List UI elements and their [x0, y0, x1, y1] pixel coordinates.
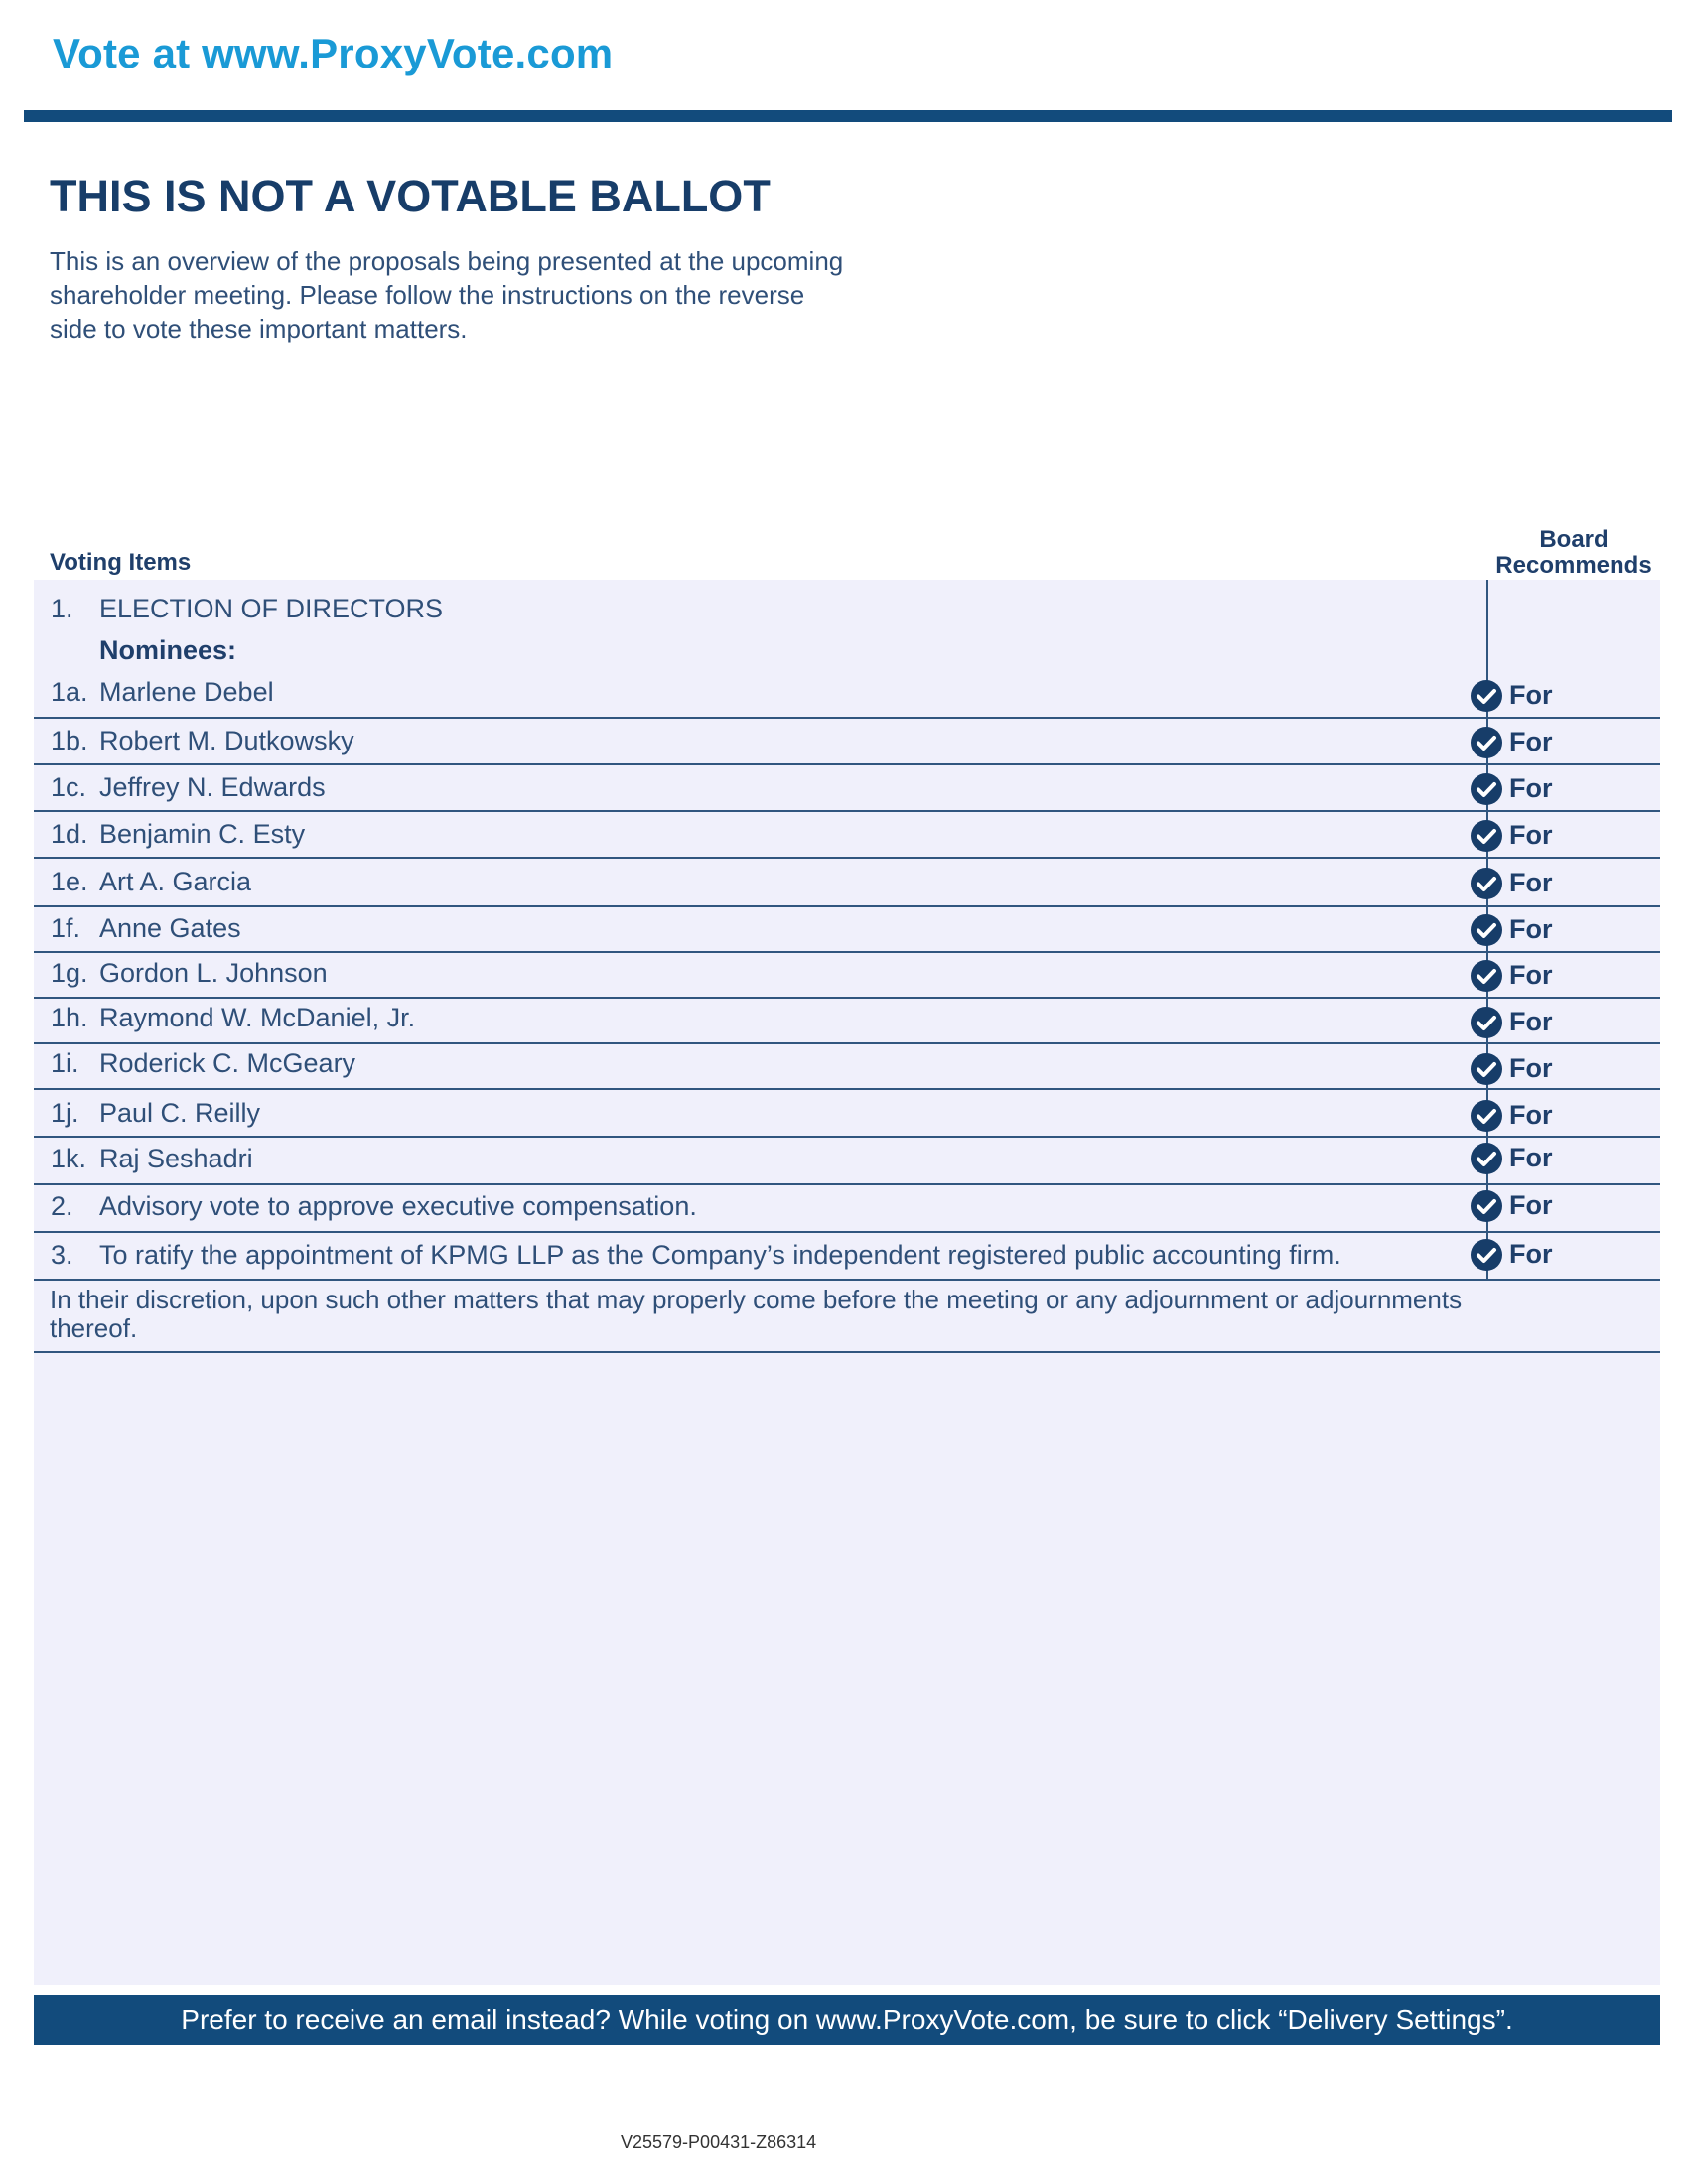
item-label: Benjamin C. Esty — [99, 819, 306, 849]
page-title: THIS IS NOT A VOTABLE BALLOT — [50, 171, 771, 221]
item-number: 1k. — [51, 1144, 87, 1173]
table-row — [34, 953, 1660, 999]
recommendation — [1470, 959, 1628, 993]
item-number: 2. — [51, 1191, 73, 1221]
voting-items-header: Voting Items — [50, 549, 192, 576]
recommendation-label: For — [1509, 960, 1553, 990]
item-number: 1h. — [51, 1003, 88, 1032]
discretion-rule — [34, 1351, 1660, 1353]
recommendation-label: For — [1509, 1100, 1553, 1130]
proxyvote-header-link[interactable]: Vote at www.ProxyVote.com — [53, 30, 614, 76]
table-row — [34, 1044, 1660, 1090]
table-row — [34, 859, 1660, 907]
board-recommends-header: Board Recommends — [1495, 526, 1652, 579]
item-label: Jeffrey N. Edwards — [99, 772, 326, 802]
recommendation-label: For — [1509, 914, 1553, 944]
nominees-label: Nominees: — [99, 635, 237, 665]
item-label: Raymond W. McDaniel, Jr. — [99, 1003, 416, 1032]
control-code: V25579-P00431-Z86314 — [621, 2132, 817, 2152]
delivery-settings-banner: Prefer to receive an email instead? While voting on www.ProxyVote.com, be sure to click “Delivery Settings”. — [34, 1995, 1660, 2045]
recommendation — [1470, 1006, 1628, 1039]
header-rule — [24, 110, 1672, 122]
check-circle-icon — [1470, 867, 1503, 900]
item-label: Gordon L. Johnson — [99, 958, 328, 988]
item-label: Anne Gates — [99, 913, 241, 943]
item-number: 1d. — [51, 819, 88, 849]
recommendation — [1470, 1238, 1628, 1272]
recommendation-label: For — [1509, 1143, 1553, 1172]
item-label: Roderick C. McGeary — [99, 1048, 356, 1078]
item-number: 1g. — [51, 958, 88, 988]
check-circle-icon — [1470, 1099, 1503, 1133]
item-label: Raj Seshadri — [99, 1144, 253, 1173]
item-number: 1e. — [51, 867, 88, 896]
recommendation — [1470, 1189, 1628, 1223]
item-label: Art A. Garcia — [99, 867, 252, 896]
check-circle-icon — [1470, 913, 1503, 947]
table-row — [34, 812, 1660, 859]
check-circle-icon — [1470, 1052, 1503, 1086]
table-row — [34, 1138, 1660, 1185]
table-row — [34, 1090, 1660, 1138]
recommendation — [1470, 1052, 1628, 1086]
table-row — [34, 719, 1660, 765]
recommendation — [1470, 867, 1628, 900]
item-1-label: ELECTION OF DIRECTORS — [99, 594, 444, 623]
table-row — [34, 1185, 1660, 1233]
recommendation-label: For — [1509, 820, 1553, 850]
recommendation-label: For — [1509, 1053, 1553, 1083]
check-circle-icon — [1470, 959, 1503, 993]
recommendation — [1470, 679, 1628, 713]
discretion-text: In their discretion, upon such other matters that may properly come before the meeting or any adjournment or adjournments thereof. — [50, 1285, 1463, 1343]
table-row — [34, 1233, 1660, 1281]
intro-text: This is an overview of the proposals being presented at the upcoming shareholder meeting. Please follow the instructions on the reverse side to vote these important matters. — [50, 246, 844, 343]
check-circle-icon — [1470, 772, 1503, 806]
item-label: Marlene Debel — [99, 677, 274, 707]
recommendation-label: For — [1509, 868, 1553, 897]
item-label: Paul C. Reilly — [99, 1098, 261, 1128]
recommendation-label: For — [1509, 773, 1553, 803]
item-label: Advisory vote to approve executive compensation. — [99, 1191, 697, 1221]
item-number: 1a. — [51, 677, 88, 707]
item-number: 1f. — [51, 913, 81, 943]
check-circle-icon — [1470, 726, 1503, 759]
item-label: To ratify the appointment of KPMG LLP as the Company’s independent registered public accounting firm. — [99, 1240, 1341, 1270]
table-row — [34, 907, 1660, 953]
recommendation — [1470, 913, 1628, 947]
item-number: 1j. — [51, 1098, 79, 1128]
item-1-number: 1. — [51, 594, 73, 623]
recommendation — [1470, 1099, 1628, 1133]
check-circle-icon — [1470, 679, 1503, 713]
check-circle-icon — [1470, 819, 1503, 853]
table-row — [34, 663, 1660, 719]
recommendation-label: For — [1509, 1007, 1553, 1036]
recommendation — [1470, 772, 1628, 806]
recommendation — [1470, 1142, 1628, 1175]
check-circle-icon — [1470, 1006, 1503, 1039]
item-label: Robert M. Dutkowsky — [99, 726, 354, 755]
check-circle-icon — [1470, 1142, 1503, 1175]
recommendation-label: For — [1509, 727, 1553, 756]
table-row — [34, 765, 1660, 812]
recommendation-label: For — [1509, 680, 1553, 710]
item-number: 1i. — [51, 1048, 79, 1078]
recommendation — [1470, 726, 1628, 759]
recommendation — [1470, 819, 1628, 853]
item-number: 1b. — [51, 726, 88, 755]
recommendation-label: For — [1509, 1190, 1553, 1220]
item-number: 1c. — [51, 772, 87, 802]
check-circle-icon — [1470, 1189, 1503, 1223]
item-number: 3. — [51, 1240, 73, 1270]
table-row — [34, 999, 1660, 1044]
recommendation-label: For — [1509, 1239, 1553, 1269]
check-circle-icon — [1470, 1238, 1503, 1272]
